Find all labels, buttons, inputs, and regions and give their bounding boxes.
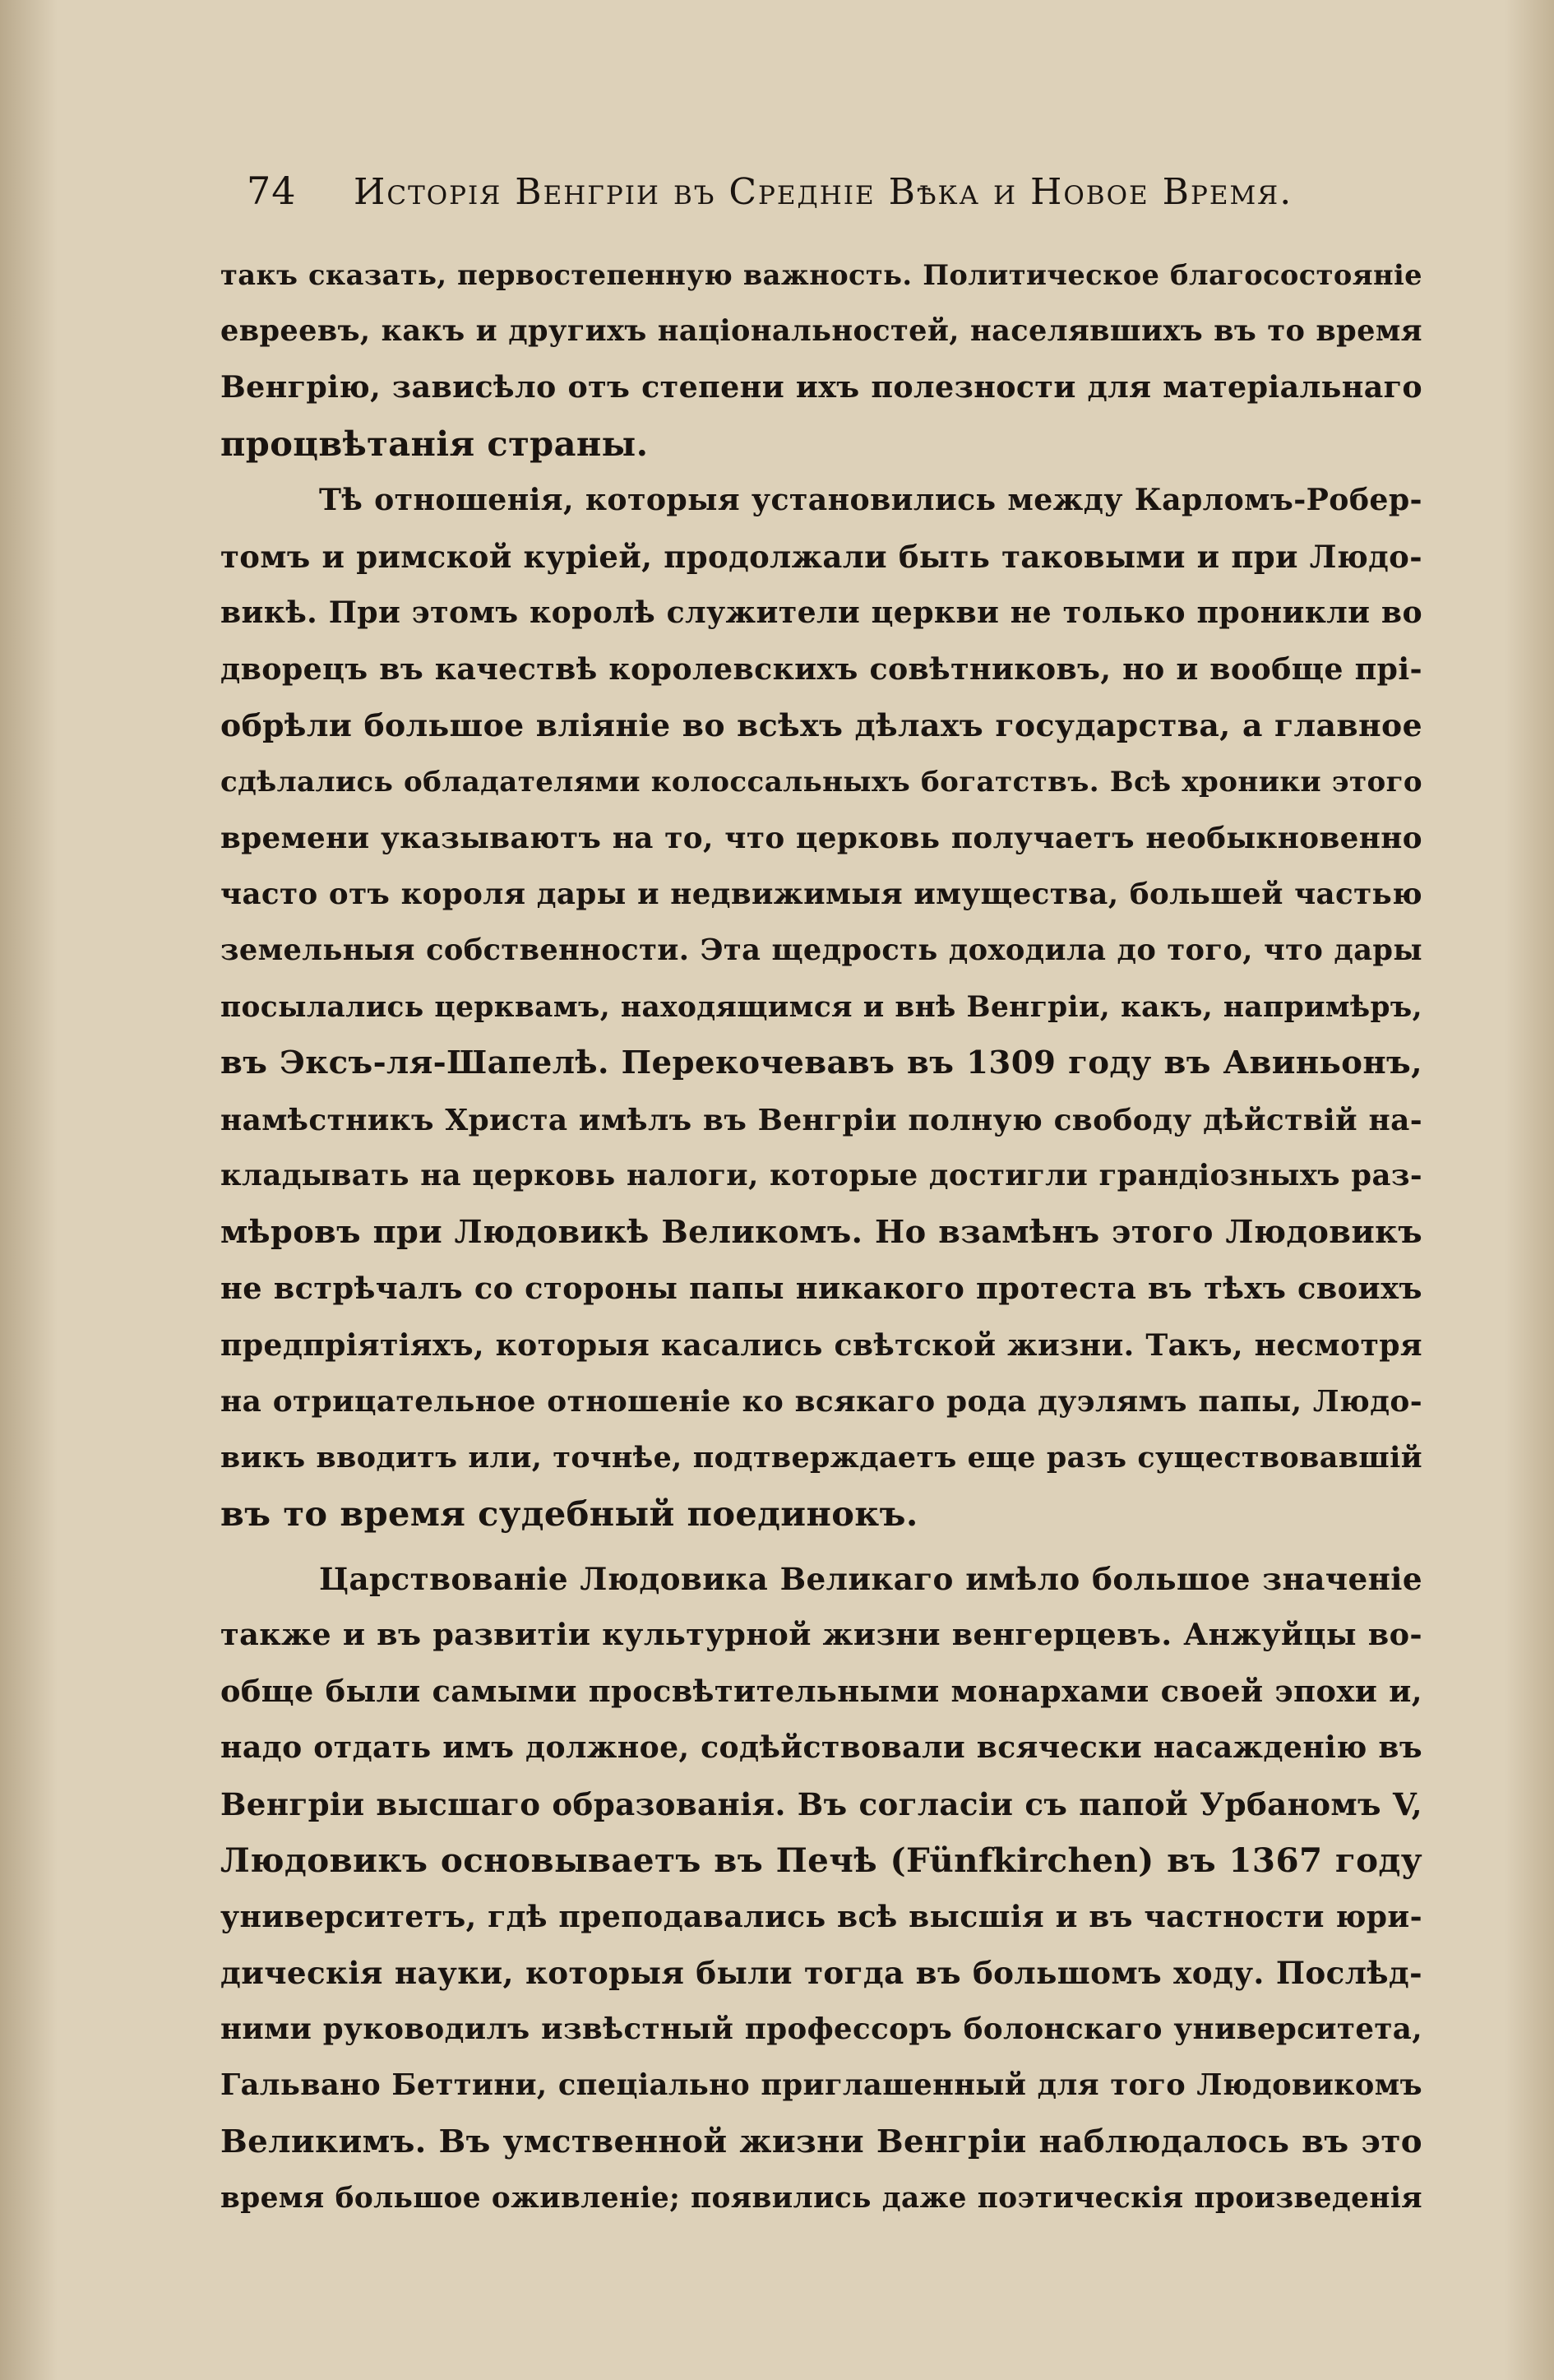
running-title: Исторія Венгріи въ Средніе Вѣка и Новое Время. — [354, 171, 1293, 213]
text-line: ними руководилъ извѣстный профессоръ болонскаго университета, — [220, 2012, 1422, 2046]
text-line: въ то время судебный поединокъ. — [220, 1493, 918, 1534]
page-shadow-left — [0, 0, 58, 2380]
text-line: въ Эксъ-ля-Шапелѣ. Перекочевавъ въ 1309 году въ Авиньонъ, — [220, 1044, 1422, 1081]
text-line: часто отъ короля дары и недвижимыя имущества, большей частью — [220, 877, 1422, 911]
text-line: процвѣтанія страны. — [220, 423, 649, 464]
text-line: на отрицательное отношеніе ко всякаго рода дуэлямъ папы, Людо- — [220, 1384, 1422, 1419]
page-shadow-right — [1505, 0, 1554, 2380]
text-line: обрѣли большое вліяніе во всѣхъ дѣлахъ государства, а главное — [220, 707, 1422, 743]
text-line: Тѣ отношенія, которыя установились между Карломъ-Робер- — [319, 482, 1422, 517]
text-line: обще были самыми просвѣтительными монархами своей эпохи и, — [220, 1673, 1422, 1709]
text-line: евреевъ, какъ и другихъ національностей, населявшихъ въ то время — [220, 313, 1422, 348]
page-header — [247, 169, 1307, 218]
text-line: Гальвано Беттини, спеціально приглашенный для того Людовикомъ — [220, 2068, 1422, 2102]
text-line: дическія науки, которыя были тогда въ большомъ ходу. Послѣд- — [220, 1955, 1422, 1991]
text-line: викѣ. При этомъ королѣ служители церкви не только проникли во — [220, 595, 1422, 630]
text-line: Великимъ. Въ умственной жизни Венгріи наблюдалось въ это — [220, 2123, 1422, 2160]
text-line: предпріятіяхъ, которыя касались свѣтской жизни. Такъ, несмотря — [220, 1327, 1422, 1363]
text-line: такъ сказать, первостепенную важность. Политическое благосостояніе — [220, 258, 1422, 291]
text-line: кладывать на церковь налоги, которые достигли грандіозныхъ раз- — [220, 1159, 1422, 1192]
text-line: времени указываютъ на то, что церковь получаетъ необыкновенно — [220, 821, 1422, 855]
text-line: дворецъ въ качествѣ королевскихъ совѣтниковъ, но и вообще прі- — [220, 651, 1422, 687]
text-line: мѣровъ при Людовикѣ Великомъ. Но взамѣнъ этого Людовикъ — [220, 1213, 1422, 1251]
text-line: не встрѣчалъ со стороны папы никакого протеста въ тѣхъ своихъ — [220, 1271, 1422, 1306]
page-number: 74 — [247, 169, 297, 213]
text-line: земельныя собственности. Эта щедрость доходила до того, что дары — [220, 933, 1422, 967]
text-line: викъ вводитъ или, точнѣе, подтверждаетъ еще разъ существовавшій — [220, 1440, 1422, 1475]
text-line: Венгріи высшаго образованія. Въ согласіи съ папой Урбаномъ V, — [220, 1785, 1422, 1822]
text-line: университетъ, гдѣ преподавались всѣ высшія и въ частности юри- — [220, 1898, 1422, 1934]
text-line: Царствованіе Людовика Великаго имѣло большое значеніе — [319, 1560, 1422, 1597]
text-line: Людовикъ основываетъ въ Печѣ (Fünfkirchen) въ 1367 году — [220, 1841, 1422, 1880]
text-line: надо отдать имъ должное, содѣйствовали всячески насажденію въ — [220, 1729, 1422, 1765]
text-line: Венгрію, зависѣло отъ степени ихъ полезности для матеріальнаго — [220, 369, 1422, 405]
body-text — [220, 247, 1422, 2237]
text-line: сдѣлались обладателями колоссальныхъ богатствъ. Всѣ хроники этого — [220, 765, 1422, 799]
text-line: томъ и римской куріей, продолжали быть таковыми и при Людо- — [220, 538, 1422, 575]
text-line: также и въ развитіи культурной жизни венгерцевъ. Анжуйцы во- — [220, 1617, 1422, 1652]
text-line: посылались церквамъ, находящимся и внѣ Венгріи, какъ, напримѣръ, — [220, 990, 1422, 1024]
text-line: намѣстникъ Христа имѣлъ въ Венгріи полную свободу дѣйствій на- — [220, 1102, 1422, 1137]
text-line: время большое оживленіе; появились даже поэтическія произведенія — [220, 2182, 1422, 2215]
